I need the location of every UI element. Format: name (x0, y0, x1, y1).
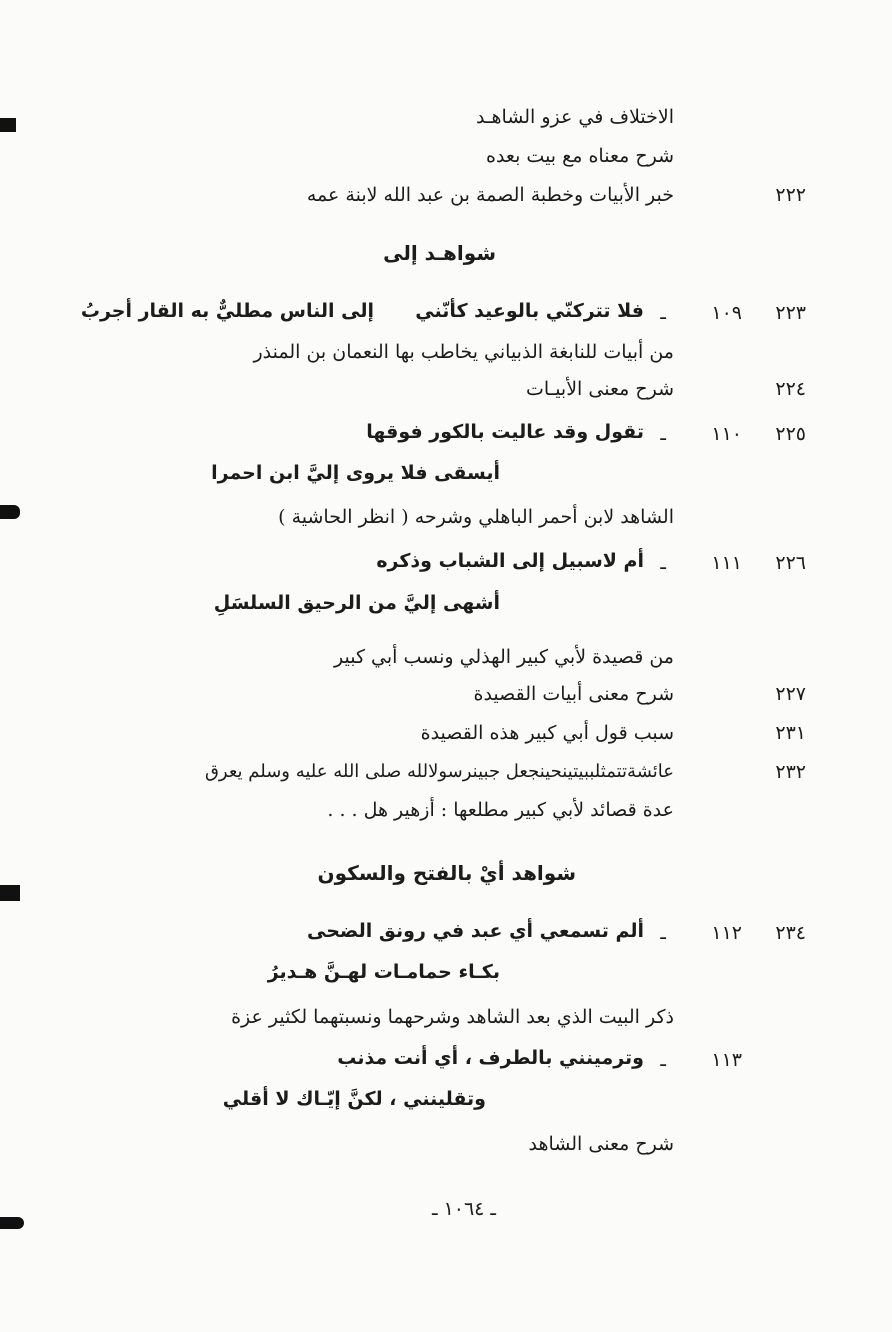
section-heading: شواهد أيْ بالفتح والسكون (317, 861, 576, 885)
dash: ـ (660, 1049, 666, 1071)
index-entry: شرح معنى الشاهد (528, 1133, 674, 1155)
shahid-number: ١١٣ (711, 1049, 742, 1071)
shahid-number: ١١٢ (711, 922, 742, 944)
page-number: ٢٢٣ (775, 302, 806, 324)
index-entry: ذكر البيت الذي بعد الشاهد وشرحهما ونسبتهما لكثير عزة (231, 1006, 674, 1028)
verse-hemistich: بكـاء حمامـات لهـنَّ هـديرُ (267, 961, 500, 983)
verse-hemistich: ألم تسمعي أي عبد في رونق الضحى (307, 920, 644, 942)
scan-edge-mark (0, 1217, 24, 1229)
verse-hemistich: فلا تتركنّي بالوعيد كأنّني (415, 300, 644, 322)
index-entry: الاختلاف في عزو الشاهـد (475, 106, 674, 128)
page-number: ٢٢٢ (775, 184, 806, 206)
shahid-number: ١١٠ (711, 423, 742, 445)
index-entry: عدة قصائد لأبي كبير مطلعها : أزهير هل . . . (327, 799, 674, 821)
index-entry: شرح معنى أبيات القصيدة (473, 683, 674, 705)
page-number: ٢٢٥ (775, 423, 806, 445)
page-number: ٢٢٦ (775, 552, 806, 574)
index-entry: خبر الأبيات وخطبة الصمة بن عبد الله لابنة عمه (306, 184, 674, 206)
page-footer-number: ـ ١٠٦٤ ـ (431, 1198, 496, 1220)
scan-edge-mark (0, 505, 20, 519)
page-number: ٢٣١ (775, 722, 806, 744)
shahid-number: ١١١ (711, 552, 742, 574)
shahid-number: ١٠٩ (711, 302, 742, 324)
dash: ـ (660, 302, 666, 324)
index-entry: شرح معنى الأبيـات (525, 378, 674, 400)
verse-hemistich: أشهى إليَّ من الرحيق السلسَلِ (213, 592, 500, 614)
verse-hemistich: وتقلينني ، لكنَّ إيّـاك لا أقلي (222, 1088, 486, 1110)
verse-hemistich: إلى الناس مطليٌّ به القار أجربُ (80, 300, 374, 322)
page-number: ٢٢٤ (775, 378, 806, 400)
section-heading: شواهـد إلى (383, 241, 496, 265)
verse-hemistich: تقول وقد عاليت بالكور فوقها (366, 421, 644, 443)
index-entry: من أبيات للنابغة الذبياني يخاطب بها النعمان بن المنذر (253, 341, 674, 363)
page-number: ٢٣٤ (775, 922, 806, 944)
verse-hemistich: أيسقى فلا يروى إليَّ ابن احمرا (211, 462, 500, 484)
dash: ـ (660, 922, 666, 944)
scan-edge-mark (0, 118, 16, 132)
index-entry: عائشةتتمثلببيتينحينجعل جبينرسولالله صلى الله عليه وسلم يعرق (204, 761, 674, 782)
dash: ـ (660, 552, 666, 574)
page-number: ٢٣٢ (775, 761, 806, 783)
verse-hemistich: وترمينني بالطرف ، أي أنت مذنب (337, 1047, 644, 1069)
index-entry: من قصيدة لأبي كبير الهذلي ونسب أبي كبير (334, 646, 674, 668)
index-entry: شرح معناه مع بيت بعده (486, 145, 674, 167)
verse-hemistich: أم لاسبيل إلى الشباب وذكره (376, 550, 644, 572)
page-number: ٢٢٧ (775, 683, 806, 705)
index-entry: سبب قول أبي كبير هذه القصيدة (420, 722, 674, 744)
dash: ـ (660, 423, 666, 445)
index-entry: الشاهد لابن أحمر الباهلي وشرحه ( انظر الحاشية ) (278, 506, 674, 528)
scan-edge-mark (0, 885, 20, 901)
